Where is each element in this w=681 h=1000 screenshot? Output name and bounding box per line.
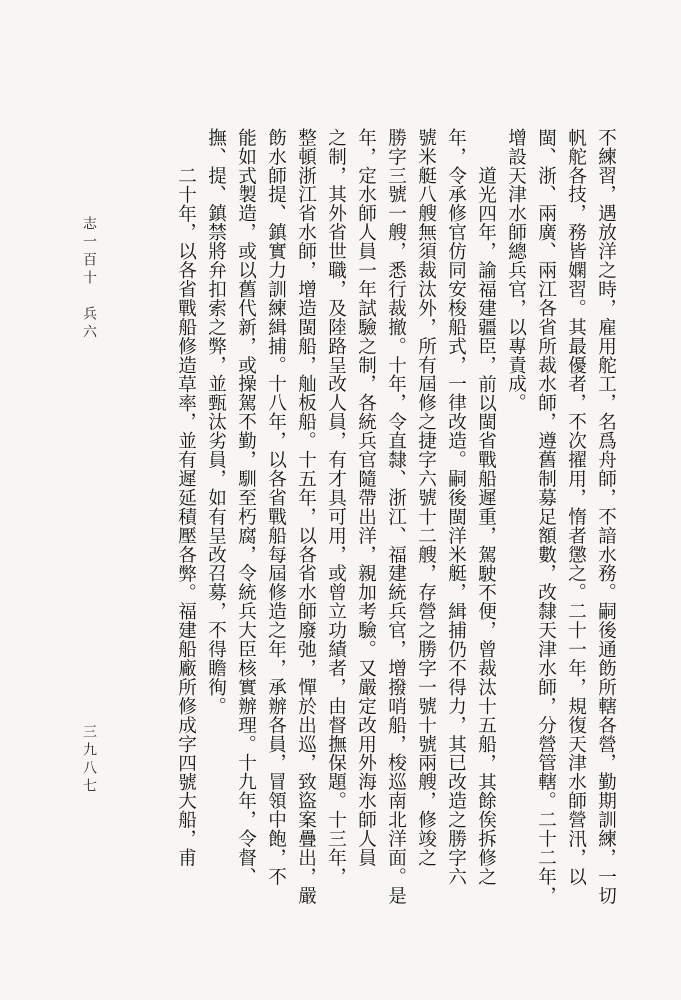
text-column: 閩、浙、兩廣、兩江各省所裁水師，遵舊制募足額數，改隸天津水師，分營管轄。二十二年， <box>535 128 557 905</box>
text-column: 不練習，遇放洋之時，雇用舵工，名爲舟師，不諳水務。嗣後通飭所轄各營，勤期訓練，一切 <box>595 128 617 905</box>
running-head: 志一百十 兵六 <box>81 216 97 342</box>
text-column: 整頓浙江省水師，增造閩船，舢板船。十五年，以各省水師廢弛，憚於出巡，致盜案疊出，嚴 <box>295 128 317 905</box>
page-number: 三九八七 <box>81 724 97 796</box>
text-column: 年，令承修官仿同安梭船式，一律改造。嗣後閩洋米艇，緝捕仍不得力，其已改造之勝字六 <box>445 128 467 886</box>
text-column: 勝字三號一艘，悉行裁撤。十年，令直隸、浙江、福建統兵官，增撥哨船，梭巡南北洋面。是 <box>385 128 407 905</box>
text-column: 飭水師提、鎮實力訓練緝捕。十八年，以各省戰船每屆修造之年，承辦各員，冒領中飽，不 <box>265 128 287 886</box>
text-column: 二十年，以各省戰船修造草率，並有遲延積壓各弊。福建船廠所修成字四號大船，甫 <box>175 166 197 868</box>
text-column: 之制，其外省世職，及陸路呈改人員，有才具可用，或曾立功績者，由督撫保題。十三年， <box>325 128 347 886</box>
text-column: 撫、提、鎮禁將弁扣索之弊，並甄汰劣員，如有呈改召募，不得瞻徇。 <box>205 128 227 716</box>
text-column: 能如式製造，或以舊代新，或操駕不勤，馴至朽腐，令統兵大臣核實辦理。十九年，令督、 <box>235 128 257 886</box>
text-column: 號米艇八艘無須裁汰外，所有屆修之捷字六號十二艘，存營之勝字一號十號兩艘，修竣之 <box>415 128 437 868</box>
text-column: 年，定水師人員一年試驗之制，各統兵官隨帶出洋，親加考驗。又嚴定改用外海水師人員 <box>355 128 377 868</box>
text-column: 帆舵各技，務皆嫻習。其最優者，不次擢用，惰者懲之。二十一年，規復天津水師營汛，以 <box>565 128 587 886</box>
text-column: 道光四年，諭福建疆臣，前以閩省戰船遲重，駕駛不便，曾裁汰十五船，其餘俟拆修之 <box>475 166 497 887</box>
text-column: 增設天津水師總兵官，以專責成。 <box>505 128 527 413</box>
